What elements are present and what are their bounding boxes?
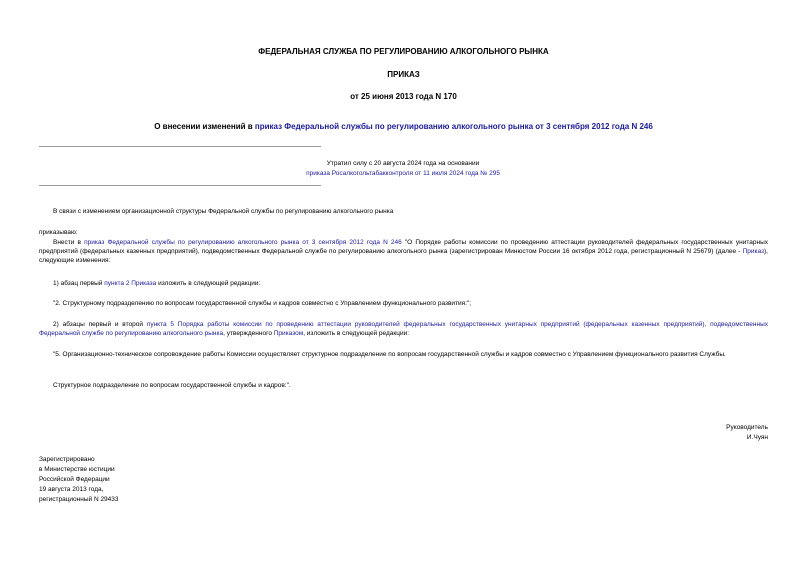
- doc-title-prefix: О внесении изменений в: [154, 122, 255, 131]
- registration-line-3: Российской Федерации: [39, 476, 110, 483]
- paragraph-order-word: приказываю:: [39, 229, 78, 236]
- item-2-pre: 2) абзацы первый и второй: [53, 321, 147, 328]
- paragraph-quote-1: "2. Структурному подразделению по вопросам государственной службы и кадров совместно с Управлением функционального развития:";: [53, 300, 472, 307]
- doc-date: от 25 июня 2013 года N 170: [350, 92, 457, 101]
- paragraph-item-2: [39, 320, 768, 338]
- order-link[interactable]: Приказ: [742, 248, 765, 256]
- paragraph-preamble: В связи с изменением организационной структуры Федеральной службы по регулированию алкогольного рынка: [53, 208, 394, 215]
- registration-line-2: в Министерстве юстиции: [39, 466, 115, 473]
- registration-line-1: Зарегистрировано: [39, 456, 95, 463]
- amend-post: ), следующие изменения:: [39, 248, 768, 265]
- paragraph-item-1: [39, 279, 768, 288]
- paragraph-quote-3: Структурное подразделение по вопросам государственной службы и кадров:".: [53, 382, 291, 389]
- amend-mid: "О Порядке работы комиссии по проведению аттестации руководителей федеральных государственных унитарных предприятий (федеральных казенных предприятий), подведомственных Федеральной службе по регулированию алкогольного рынка (зарегистрирован Минюстом России 16 октября 2012 года, регистрационный N 25679) (далее -: [39, 239, 769, 256]
- status-line-2: [218, 169, 588, 178]
- item-1-post: изложить в следующей редакции:: [156, 280, 261, 287]
- amend-pre: Внести в: [53, 239, 85, 246]
- item-1-pre: 1) абзац первый: [53, 280, 105, 287]
- doc-title: [0, 121, 807, 132]
- item-2-post: , изложить в следующей редакции:: [303, 330, 410, 338]
- registration-line-5: регистрационный N 29433: [39, 496, 119, 503]
- divider-bottom: [39, 185, 321, 186]
- clause-5-link[interactable]: пункта 5 Порядка работы комиссии по проведению аттестации руководителей федеральных государственных унитарных предприятий (федеральных казенных предприятий), подведомственных Федеральной службе по регулированию алкогольного рынка: [39, 321, 768, 338]
- paragraph-amend: [39, 238, 768, 265]
- doc-type: ПРИКАЗ: [387, 70, 420, 79]
- signature-role: Руководитель: [726, 424, 768, 431]
- registration-line-4: 19 августа 2013 года,: [39, 486, 104, 493]
- paragraph-quote-2: "5. Организационно-техническое сопровождение работы Комиссии осуществляет структурное подразделение по вопросам государственной службы и кадров совместно с Управлением функционального развития Службы.: [53, 351, 726, 358]
- clause-2-link[interactable]: пункта 2 Приказа: [104, 280, 157, 287]
- agency-title: ФЕДЕРАЛЬНАЯ СЛУЖБА ПО РЕГУЛИРОВАНИЮ АЛКОГОЛЬНОГО РЫНКА: [258, 47, 549, 56]
- order-246-link[interactable]: приказ Федеральной службы по регулированию алкогольного рынка от 3 сентября 2012 года N 246: [84, 239, 402, 246]
- signature-name: И.Чуян: [746, 434, 768, 441]
- order-ref-link[interactable]: Приказом: [273, 330, 304, 338]
- repeal-order-link[interactable]: приказа Росалкогольтабакконтроля от 11 июля 2024 года № 295: [306, 170, 500, 177]
- divider-top: [39, 146, 321, 147]
- status-line-1: Утратил силу с 20 августа 2024 года на основании: [326, 160, 480, 167]
- item-2-mid: , утвержденного: [223, 330, 274, 338]
- doc-title-link[interactable]: приказ Федеральной службы по регулированию алкогольного рынка от 3 сентября 2012 года N 246: [254, 122, 653, 131]
